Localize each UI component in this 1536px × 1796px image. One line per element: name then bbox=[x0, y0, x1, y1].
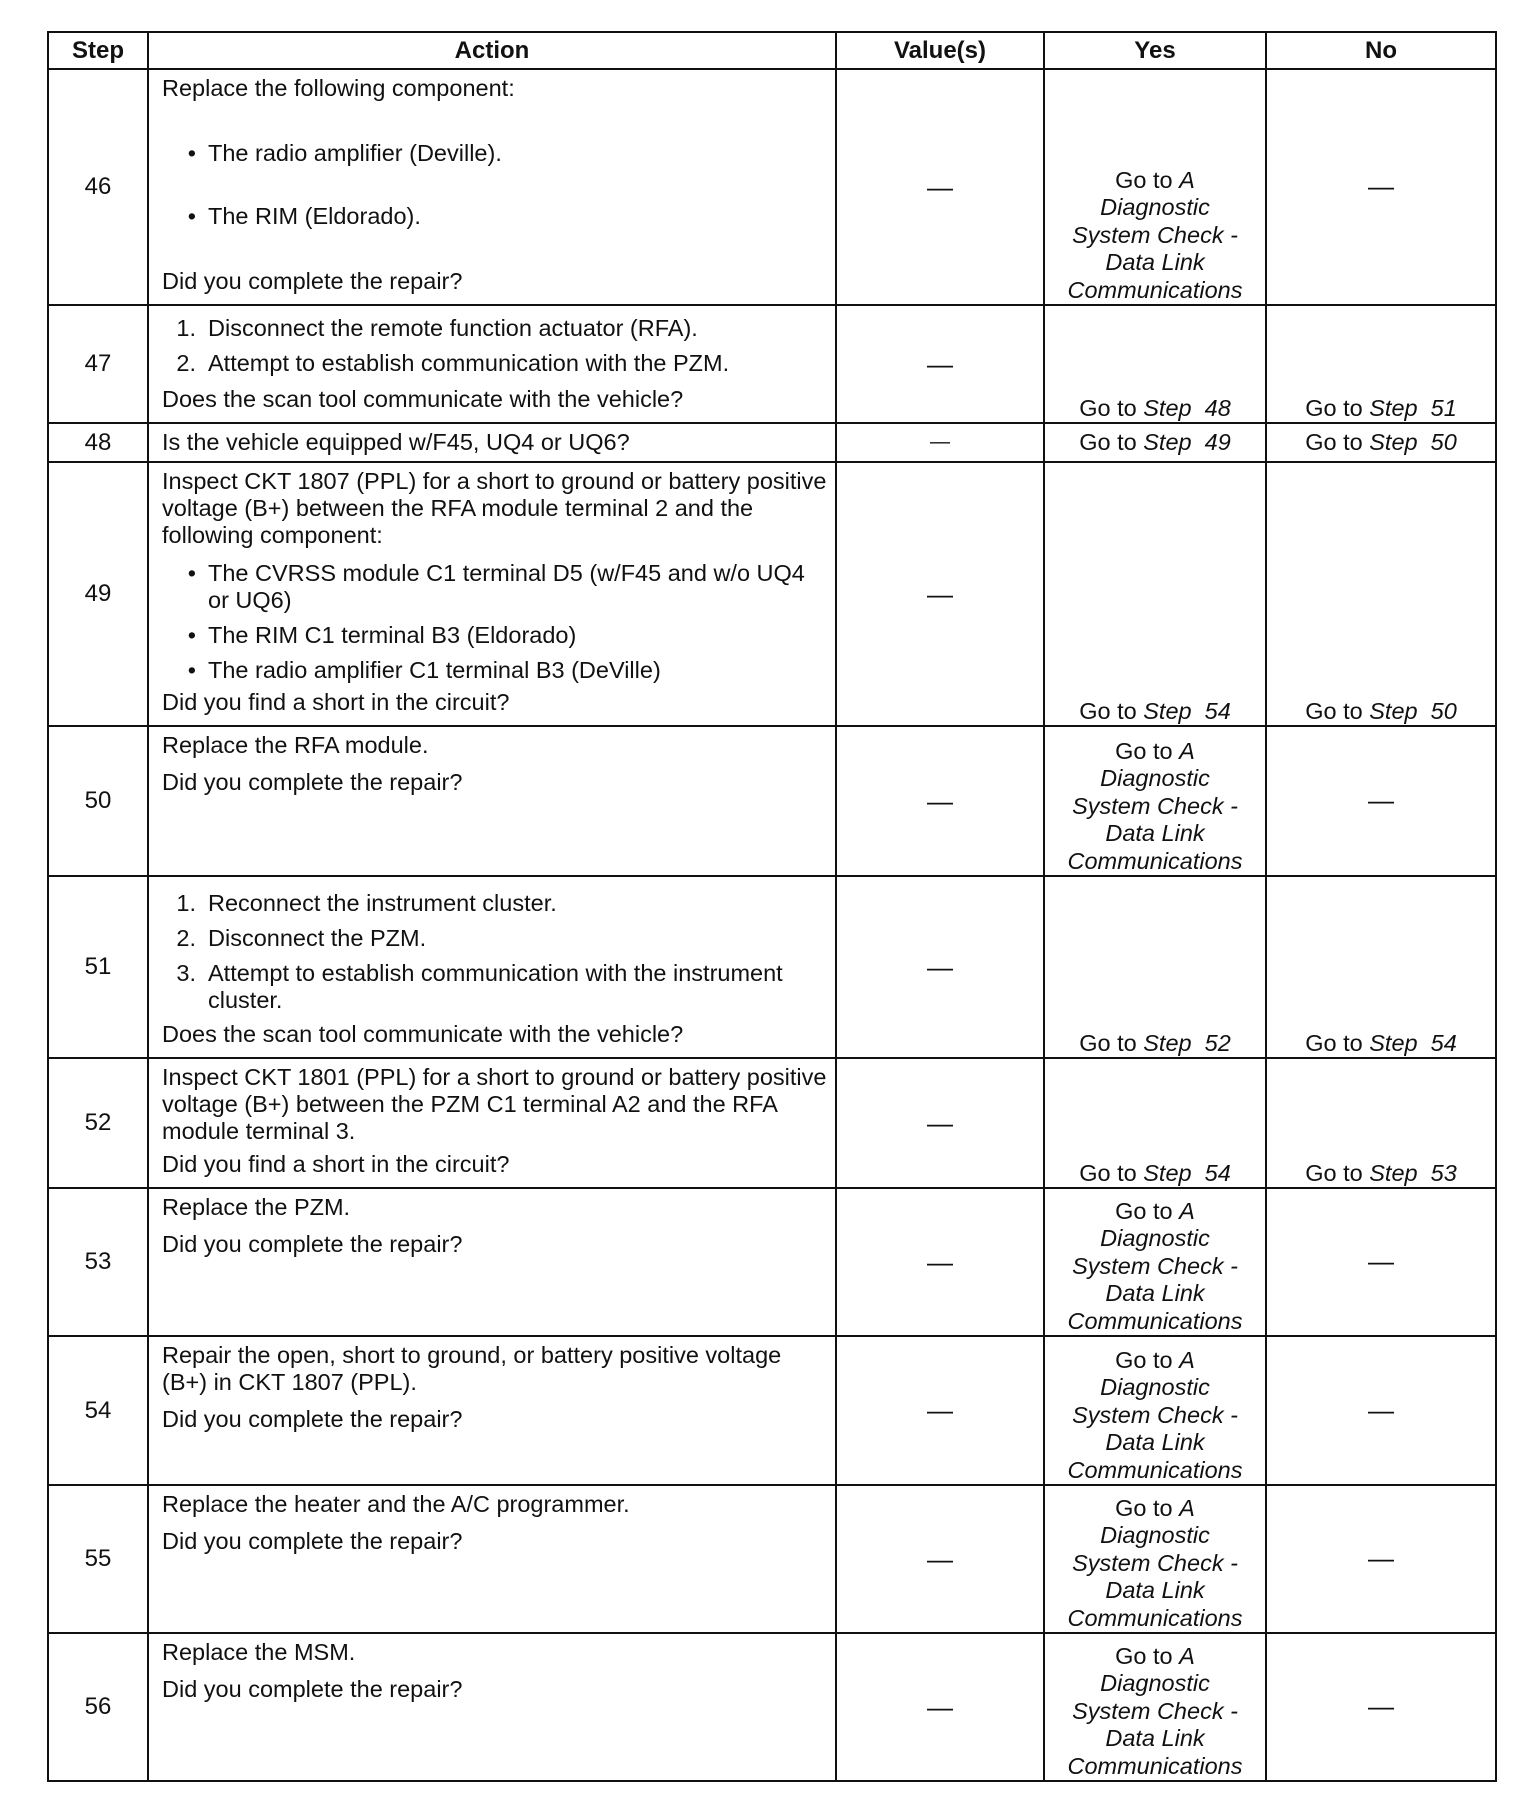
action-intro: Replace the RFA module. bbox=[162, 732, 429, 758]
header-values: Value(s) bbox=[836, 32, 1044, 69]
action-intro: Replace the following component: bbox=[162, 75, 515, 101]
action-intro: Repair the open, short to ground, or battery positive voltage (B+) in CKT 1807 (PPL). bbox=[162, 1342, 782, 1395]
value-cell: — bbox=[836, 423, 1044, 462]
action-question: Did you find a short in the circuit? bbox=[162, 1151, 510, 1177]
list-item: • The radio amplifier (Deville). bbox=[162, 140, 827, 167]
list-item: 1. Reconnect the instrument cluster. bbox=[176, 890, 557, 916]
step-number: 56 bbox=[48, 1633, 148, 1781]
action-cell bbox=[148, 69, 836, 305]
value-cell: — bbox=[836, 1188, 1044, 1336]
step-number: 54 bbox=[48, 1336, 148, 1485]
no-cell: Go to Step 51 bbox=[1266, 305, 1496, 423]
no-cell: Go to Step 53 bbox=[1266, 1058, 1496, 1188]
header-step: Step bbox=[48, 32, 148, 69]
header-action: Action bbox=[148, 32, 836, 69]
table-row bbox=[48, 1336, 1496, 1485]
value-cell: — bbox=[836, 1485, 1044, 1633]
value-cell: — bbox=[836, 1058, 1044, 1188]
table-row bbox=[48, 876, 1496, 1058]
value-cell: — bbox=[836, 1336, 1044, 1485]
action-question: Did you find a short in the circuit? bbox=[162, 689, 510, 715]
table-row bbox=[48, 305, 1496, 423]
header-yes: Yes bbox=[1044, 32, 1266, 69]
table-row bbox=[48, 1058, 1496, 1188]
no-cell: Go to Step 50 bbox=[1266, 462, 1496, 726]
action-question: Did you complete the repair? bbox=[162, 769, 463, 795]
no-cell: — bbox=[1266, 1336, 1496, 1485]
action-question: Did you complete the repair? bbox=[162, 1528, 463, 1554]
table-row bbox=[48, 69, 1496, 305]
yes-cell: Go to A Diagnostic System Check - Data Link Communications bbox=[1044, 726, 1266, 876]
bullet-icon: • bbox=[187, 560, 196, 586]
yes-cell: Go to A Diagnostic System Check - Data Link Communications bbox=[1044, 1633, 1266, 1781]
value-cell: — bbox=[836, 305, 1044, 423]
list-item: 2. Disconnect the PZM. bbox=[176, 925, 427, 951]
table-row bbox=[48, 1633, 1496, 1781]
step-number: 53 bbox=[48, 1188, 148, 1336]
no-step-target: 50 bbox=[1430, 697, 1457, 724]
yes-step-target: 54 bbox=[1204, 1159, 1231, 1186]
step-number: 55 bbox=[48, 1485, 148, 1633]
action-cell bbox=[148, 462, 836, 726]
action-intro: Inspect CKT 1801 (PPL) for a short to ground or battery positive voltage (B+) between the PZM C1 terminal A2 and the RFA module terminal 3. bbox=[162, 1064, 827, 1144]
yes-cell: Go to Step 48 bbox=[1044, 305, 1266, 423]
table-header-row bbox=[48, 32, 1496, 69]
yes-step-target: 48 bbox=[1204, 394, 1231, 421]
step-number: 51 bbox=[48, 876, 148, 1058]
yes-cell: Go to A Diagnostic System Check - Data Link Communications bbox=[1044, 1485, 1266, 1633]
action-question: Did you complete the repair? bbox=[162, 1406, 463, 1432]
list-item: 1. Disconnect the remote function actuator (RFA). bbox=[176, 315, 698, 341]
table-row bbox=[48, 726, 1496, 876]
bullet-icon: • bbox=[187, 622, 196, 648]
table-row bbox=[48, 1485, 1496, 1633]
action-cell bbox=[148, 1188, 836, 1336]
value-cell: — bbox=[836, 876, 1044, 1058]
step-number: 46 bbox=[48, 69, 148, 305]
list-item: • The RIM C1 terminal B3 (Eldorado) bbox=[162, 622, 827, 649]
list-item: 2. Attempt to establish communication with the PZM. bbox=[176, 350, 730, 376]
yes-cell: Go to A Diagnostic System Check - Data Link Communications bbox=[1044, 69, 1266, 305]
step-number: 49 bbox=[48, 462, 148, 726]
list-item: • The CVRSS module C1 terminal D5 (w/F45 and w/o UQ4 or UQ6) bbox=[162, 560, 827, 614]
step-number: 50 bbox=[48, 726, 148, 876]
yes-step-target: 54 bbox=[1204, 697, 1231, 724]
value-cell: — bbox=[836, 69, 1044, 305]
no-cell: — bbox=[1266, 1188, 1496, 1336]
action-cell bbox=[148, 726, 836, 876]
action-intro: Replace the PZM. bbox=[162, 1194, 351, 1220]
list-item: • The radio amplifier C1 terminal B3 (DeVille) bbox=[162, 657, 827, 684]
yes-cell: Go to Step 52 bbox=[1044, 876, 1266, 1058]
action-question: Does the scan tool communicate with the vehicle? bbox=[162, 386, 684, 412]
table-row bbox=[48, 1188, 1496, 1336]
action-cell bbox=[148, 1336, 836, 1485]
action-question: Did you complete the repair? bbox=[162, 1676, 463, 1702]
no-cell: Go to Step 50 bbox=[1266, 423, 1496, 462]
yes-cell: Go to A Diagnostic System Check - Data Link Communications bbox=[1044, 1188, 1266, 1336]
list-item: • The RIM (Eldorado). bbox=[162, 203, 827, 230]
value-cell: — bbox=[836, 462, 1044, 726]
action-question: Is the vehicle equipped w/F45, UQ4 or UQ6? bbox=[162, 429, 630, 455]
no-step-target: 53 bbox=[1430, 1159, 1457, 1186]
action-cell bbox=[148, 1633, 836, 1781]
step-number: 52 bbox=[48, 1058, 148, 1188]
no-cell: — bbox=[1266, 1485, 1496, 1633]
action-question: Does the scan tool communicate with the vehicle? bbox=[162, 1021, 684, 1047]
no-cell: — bbox=[1266, 1633, 1496, 1781]
action-cell bbox=[148, 423, 836, 462]
bullet-icon: • bbox=[187, 657, 196, 683]
action-question: Did you complete the repair? bbox=[162, 268, 463, 294]
action-cell bbox=[148, 876, 836, 1058]
yes-step-target: 52 bbox=[1204, 1029, 1231, 1056]
yes-cell: Go to A Diagnostic System Check - Data Link Communications bbox=[1044, 1336, 1266, 1485]
bullet-icon: • bbox=[187, 203, 196, 229]
action-intro: Inspect CKT 1807 (PPL) for a short to ground or battery positive voltage (B+) between the RFA module terminal 2 and the following component: bbox=[162, 468, 827, 548]
value-cell: — bbox=[836, 1633, 1044, 1781]
no-cell: Go to Step 54 bbox=[1266, 876, 1496, 1058]
yes-step-target: 49 bbox=[1204, 428, 1231, 455]
yes-cell: Go to Step 54 bbox=[1044, 1058, 1266, 1188]
table-row bbox=[48, 462, 1496, 726]
step-number: 48 bbox=[48, 423, 148, 462]
bullet-icon: • bbox=[187, 140, 196, 166]
header-no: No bbox=[1266, 32, 1496, 69]
diagnostic-table-sheet bbox=[47, 31, 1495, 1782]
yes-cell: Go to Step 54 bbox=[1044, 462, 1266, 726]
action-intro: Replace the heater and the A/C programmer. bbox=[162, 1491, 630, 1517]
action-cell bbox=[148, 1485, 836, 1633]
value-cell: — bbox=[836, 726, 1044, 876]
no-cell: — bbox=[1266, 69, 1496, 305]
action-cell bbox=[148, 1058, 836, 1188]
diagnostic-table bbox=[47, 31, 1497, 1782]
action-cell bbox=[148, 305, 836, 423]
table-row bbox=[48, 423, 1496, 462]
action-question: Did you complete the repair? bbox=[162, 1231, 463, 1257]
no-cell: — bbox=[1266, 726, 1496, 876]
action-intro: Replace the MSM. bbox=[162, 1639, 356, 1665]
step-number: 47 bbox=[48, 305, 148, 423]
no-step-target: 50 bbox=[1430, 428, 1457, 455]
no-step-target: 51 bbox=[1430, 394, 1457, 421]
yes-cell: Go to Step 49 bbox=[1044, 423, 1266, 462]
list-item: 3. Attempt to establish communication with the instrument cluster. bbox=[176, 960, 783, 1013]
no-step-target: 54 bbox=[1430, 1029, 1457, 1056]
